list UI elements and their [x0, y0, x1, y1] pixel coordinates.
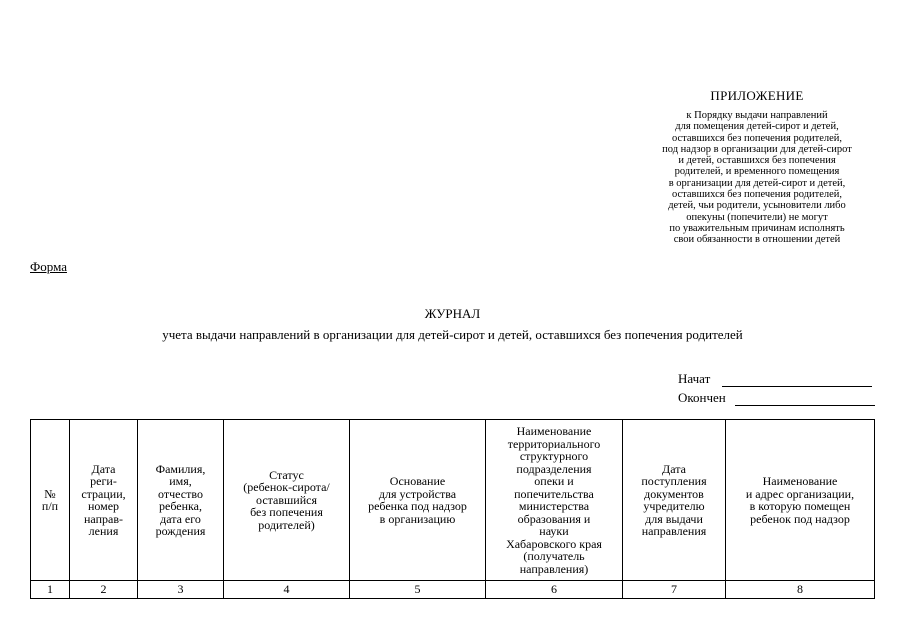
form-label: Форма [30, 259, 67, 274]
appendix-line: по уважительным причинам исполнять [669, 222, 845, 234]
finished-row [678, 387, 875, 406]
column-header-line: в организацию [379, 511, 456, 526]
column-header-line: и адрес организации, [745, 486, 855, 501]
finished-field[interactable] [735, 391, 875, 406]
column-header [224, 420, 350, 581]
column-header-line: страции, [81, 486, 126, 501]
column-number-row [31, 581, 875, 599]
column-header-line: опеки и [534, 474, 574, 488]
appendix-line: к Порядку выдачи направлений [686, 110, 828, 121]
appendix-line: детей, чьи родители, усыновители либо [668, 200, 846, 212]
column-header-line: без попечения [250, 505, 323, 520]
column-header-line: Статус [269, 467, 304, 482]
appendix-block [632, 88, 882, 246]
column-header-line: оставшийся [256, 492, 317, 507]
column-header-line: Фамилия, [155, 461, 206, 476]
column-header-line: реги- [90, 474, 117, 488]
column-header [70, 420, 138, 581]
column-header-line: подразделения [516, 461, 592, 476]
column-header-line: (ребенок-сирота/ [243, 480, 330, 495]
column-header-line: имя, [169, 474, 192, 488]
table-header-row [31, 420, 875, 581]
column-header-line: родителей) [258, 517, 315, 532]
started-label: Начат [678, 371, 711, 386]
column-header-line: документов [644, 486, 704, 501]
column-header-line: ребенка под надзор [368, 499, 467, 513]
column-header-line: в которую помещен [749, 499, 851, 513]
column-header-line: рождения [155, 524, 206, 538]
column-header-line: для выдачи [645, 511, 703, 526]
column-number: 2 [70, 581, 138, 599]
column-header-line: отчество [158, 486, 203, 501]
column-header-line: Хабаровского края [506, 536, 602, 551]
journal-subtitle: учета выдачи направлений в организации для детей-сирот и детей, оставшихся без попечения родителей [162, 327, 743, 342]
column-header-line: п/п [41, 499, 59, 513]
column-header-line: ребенка, [159, 499, 202, 513]
appendix-line: оставшихся без попечения родителей, [671, 132, 843, 144]
column-header-line: направ- [84, 511, 123, 526]
appendix-line: свои обязанности в отношении детей [673, 234, 841, 246]
journal-title: ЖУРНАЛ [424, 306, 481, 321]
column-header-line: ребенок под надзор [750, 511, 850, 526]
column-header-line: направления) [519, 561, 589, 576]
column-header [138, 420, 224, 581]
column-header [350, 420, 486, 581]
appendix-line: и детей, оставшихся без попечения [678, 155, 836, 167]
column-header-line: № [44, 486, 56, 501]
column-header-line: (получатель [523, 549, 585, 563]
column-header-line: ления [88, 524, 119, 538]
appendix-text [632, 110, 882, 246]
finished-label: Окончен [678, 390, 726, 405]
column-number: 7 [623, 581, 726, 599]
column-header-line: министерства [518, 499, 590, 513]
column-header-line: номер [87, 499, 120, 513]
column-header [486, 420, 623, 581]
column-number: 1 [31, 581, 70, 599]
appendix-line: оставшихся без попечения родителей, [671, 189, 843, 201]
journal-table [30, 419, 875, 599]
column-header-line: Дата [91, 461, 116, 476]
column-header-line: структурного [519, 449, 589, 463]
column-header-line: Наименование [762, 474, 838, 488]
column-header-line: дата его [160, 511, 201, 526]
column-header-line: поступления [641, 474, 707, 488]
column-header-line: для устройства [378, 486, 457, 501]
column-header [726, 420, 875, 581]
column-header-line: Дата [662, 461, 686, 476]
column-header [31, 420, 70, 581]
column-header-line: направления [641, 524, 707, 538]
column-header [623, 420, 726, 581]
started-field[interactable] [722, 372, 872, 387]
appendix-line: опекуны (попечители) не могут [686, 211, 828, 223]
column-number: 3 [138, 581, 224, 599]
column-header-line: Наименование [516, 424, 592, 438]
appendix-title: ПРИЛОЖЕНИЕ [710, 88, 804, 103]
period-block [678, 368, 875, 406]
column-number: 8 [726, 581, 875, 599]
column-header-line: Основание [389, 474, 446, 488]
column-header-line: учредителю [643, 499, 705, 513]
column-header-line: науки [539, 524, 569, 538]
column-header-line: территориального [507, 436, 601, 451]
column-number: 5 [350, 581, 486, 599]
appendix-line: в организации для детей-сирот и детей, [668, 177, 846, 189]
column-header-line: образования и [517, 511, 591, 526]
appendix-line: для помещения детей-сирот и детей, [675, 121, 839, 133]
appendix-line: под надзор в организации для детей-сирот [662, 143, 852, 155]
column-header-line: попечительства [514, 486, 594, 501]
column-number: 4 [224, 581, 350, 599]
column-number: 6 [486, 581, 623, 599]
appendix-line: родителей, и временного помещения [674, 166, 840, 178]
started-row [678, 368, 875, 387]
